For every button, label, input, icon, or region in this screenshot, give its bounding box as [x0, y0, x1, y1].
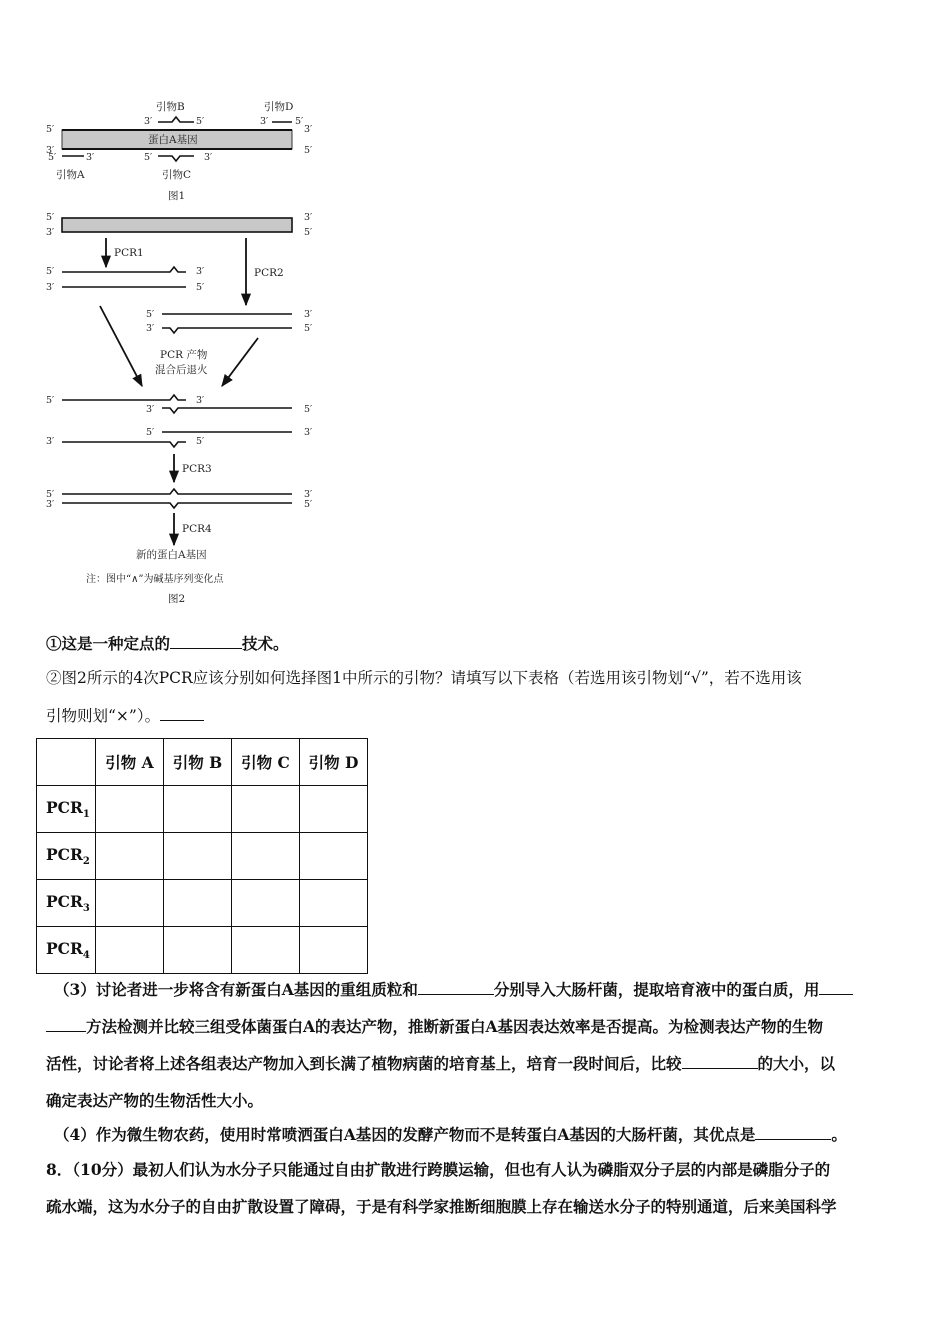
svg-text:3′: 3′ — [196, 266, 205, 277]
q4-line: （4）作为微生物农药，使用时常喷洒蛋白A基因的发酵产物而不是转蛋白A基因的大肠杆菌，其优点是 。 — [54, 1125, 847, 1144]
primer-b-label: 引物B — [156, 101, 185, 113]
primer-d-label: 引物D — [264, 101, 294, 113]
svg-text:3′: 3′ — [260, 116, 269, 127]
pcr3-label: PCR3 — [182, 463, 212, 475]
svg-text:3′: 3′ — [146, 323, 155, 334]
mix-label-line2: 混合后退火 — [155, 364, 208, 376]
mix-label-line1: PCR 产物 — [160, 349, 208, 361]
answer-cell[interactable] — [300, 927, 368, 974]
svg-text:5′: 5′ — [196, 436, 205, 447]
svg-text:3′: 3′ — [304, 212, 313, 223]
pcr2-product-bottom — [162, 328, 292, 333]
svg-text:5′: 5′ — [48, 152, 57, 163]
svg-text:5′: 5′ — [46, 266, 55, 277]
pcr1-product-top — [62, 267, 186, 272]
q3-line-3: 活性，讨论者将上述各组表达产物加入到长满了植物病菌的培育基上，培育一段时间后，比较 的大小，以 — [46, 1054, 836, 1073]
q1-blank[interactable] — [170, 634, 242, 649]
merge-arrow-right — [222, 338, 258, 386]
answer-cell[interactable] — [300, 833, 368, 880]
pcr4-label: PCR4 — [182, 523, 212, 535]
q2-line-2: 引物则划“×”）。 — [46, 706, 204, 726]
figure-note: 注：图中“∧”为碱基序列变化点 — [86, 574, 224, 585]
primer-table — [36, 738, 368, 974]
table-header-row — [37, 739, 368, 786]
table-header-cell: 引物 D — [300, 739, 368, 786]
answer-cell[interactable] — [164, 833, 232, 880]
template-gene-band — [62, 218, 292, 232]
svg-text:3′: 3′ — [46, 436, 55, 447]
answer-cell[interactable] — [232, 880, 300, 927]
svg-text:3′: 3′ — [46, 282, 55, 293]
q3-line-2: 方法检测并比较三组受体菌蛋白A的表达产物，推断新蛋白A基因表达效率是否提高。为检测表达产物的生物 — [46, 1017, 823, 1037]
svg-text:5′: 5′ — [196, 282, 205, 293]
pcr1-label: PCR1 — [114, 247, 144, 259]
answer-cell[interactable] — [232, 927, 300, 974]
pcr-figure — [36, 92, 336, 612]
svg-text:3′: 3′ — [46, 499, 55, 510]
answer-cell[interactable] — [300, 786, 368, 833]
q3-blank-2[interactable] — [819, 980, 853, 995]
table-row — [37, 833, 368, 880]
svg-text:3′: 3′ — [304, 427, 313, 438]
svg-text:3′: 3′ — [46, 145, 55, 156]
q8-line-1: 8．（10分）最初人们认为水分子只能通过自由扩散进行跨膜运输，但也有人认为磷脂双分子层的内部是磷脂分子的 — [46, 1160, 831, 1179]
answer-cell[interactable] — [164, 786, 232, 833]
svg-text:3′: 3′ — [86, 152, 95, 163]
svg-text:3′: 3′ — [304, 489, 313, 500]
answer-cell[interactable] — [96, 833, 164, 880]
primer-c-label: 引物C — [162, 169, 192, 181]
primer-c — [158, 156, 194, 161]
q1-line: ①这是一种定点的 技术。 — [46, 634, 289, 653]
table-row — [37, 786, 368, 833]
table-row-label: $PCR_1$ — [37, 786, 96, 833]
merge-arrow-left — [100, 306, 142, 386]
svg-text:5′: 5′ — [146, 309, 155, 320]
q3-line-4: 确定表达产物的生物活性大小。 — [46, 1091, 264, 1110]
annealed-strand-2 — [162, 408, 292, 413]
answer-cell[interactable] — [164, 880, 232, 927]
svg-text:3′: 3′ — [46, 227, 55, 238]
table-row-label: $PCR_3$ — [37, 880, 96, 927]
table-header-cell: 引物 C — [232, 739, 300, 786]
gene-a-label: 蛋白A基因 — [148, 134, 198, 146]
primer-a-label: 引物A — [56, 169, 85, 181]
svg-text:3′: 3′ — [304, 124, 313, 135]
answer-cell[interactable] — [232, 786, 300, 833]
annealed-strand-4 — [62, 442, 186, 447]
answer-cell[interactable] — [164, 927, 232, 974]
q2-blank[interactable] — [160, 706, 204, 721]
svg-text:5′: 5′ — [304, 145, 313, 156]
q8-line-2: 疏水端，这为水分子的自由扩散设置了障碍，于是有科学家推断细胞膜上存在输送水分子的特别通道，后来美国科学 — [46, 1197, 837, 1216]
svg-text:5′: 5′ — [304, 499, 313, 510]
table-corner-cell — [37, 739, 96, 786]
svg-text:3′: 3′ — [304, 309, 313, 320]
svg-text:5′: 5′ — [196, 116, 205, 127]
svg-text:3′: 3′ — [196, 395, 205, 406]
answer-cell[interactable] — [300, 880, 368, 927]
annealed-strand-1 — [62, 395, 186, 400]
q2-line-1: ②图2所示的4次PCR应该分别如何选择图1中所示的引物？请填写以下表格（若选用该引物划“√”，若不选用该 — [46, 669, 802, 687]
table-row — [37, 927, 368, 974]
q3-blank-1[interactable] — [418, 980, 494, 995]
svg-text:5′: 5′ — [46, 212, 55, 223]
primer-b — [158, 117, 194, 122]
svg-text:3′: 3′ — [146, 404, 155, 415]
q3-blank-3[interactable] — [682, 1054, 758, 1069]
svg-text:5′: 5′ — [46, 489, 55, 500]
pcr3-product-bottom — [62, 503, 292, 508]
table-row — [37, 880, 368, 927]
svg-text:5′: 5′ — [304, 323, 313, 334]
svg-text:5′: 5′ — [46, 124, 55, 135]
table-header-cell: 引物 B — [164, 739, 232, 786]
table-header-cell: 引物 A — [96, 739, 164, 786]
svg-text:3′: 3′ — [204, 152, 213, 163]
q4-blank[interactable] — [755, 1125, 831, 1140]
answer-cell[interactable] — [96, 880, 164, 927]
svg-text:5′: 5′ — [295, 116, 304, 127]
table-row-label: $PCR_4$ — [37, 927, 96, 974]
answer-cell[interactable] — [96, 786, 164, 833]
pcr-diagram — [36, 92, 336, 612]
fig2-caption: 图2 — [168, 593, 186, 605]
q3-line-1: （3）讨论者进一步将含有新蛋白A基因的重组质粒和 分别导入大肠杆菌，提取培育液中的蛋白质，用 — [54, 980, 853, 1000]
fig1-caption: 图1 — [168, 190, 186, 202]
svg-text:5′: 5′ — [146, 427, 155, 438]
svg-text:3′: 3′ — [144, 116, 153, 127]
pcr2-label: PCR2 — [254, 267, 284, 279]
new-gene-label: 新的蛋白A基因 — [136, 549, 207, 561]
answer-cell[interactable] — [232, 833, 300, 880]
q3-blank-2-cont[interactable] — [46, 1017, 86, 1032]
svg-text:5′: 5′ — [304, 227, 313, 238]
svg-text:5′: 5′ — [144, 152, 153, 163]
table-row-label: $PCR_2$ — [37, 833, 96, 880]
pcr3-product-top — [62, 489, 292, 494]
svg-text:5′: 5′ — [46, 395, 55, 406]
svg-text:5′: 5′ — [304, 404, 313, 415]
answer-cell[interactable] — [96, 927, 164, 974]
